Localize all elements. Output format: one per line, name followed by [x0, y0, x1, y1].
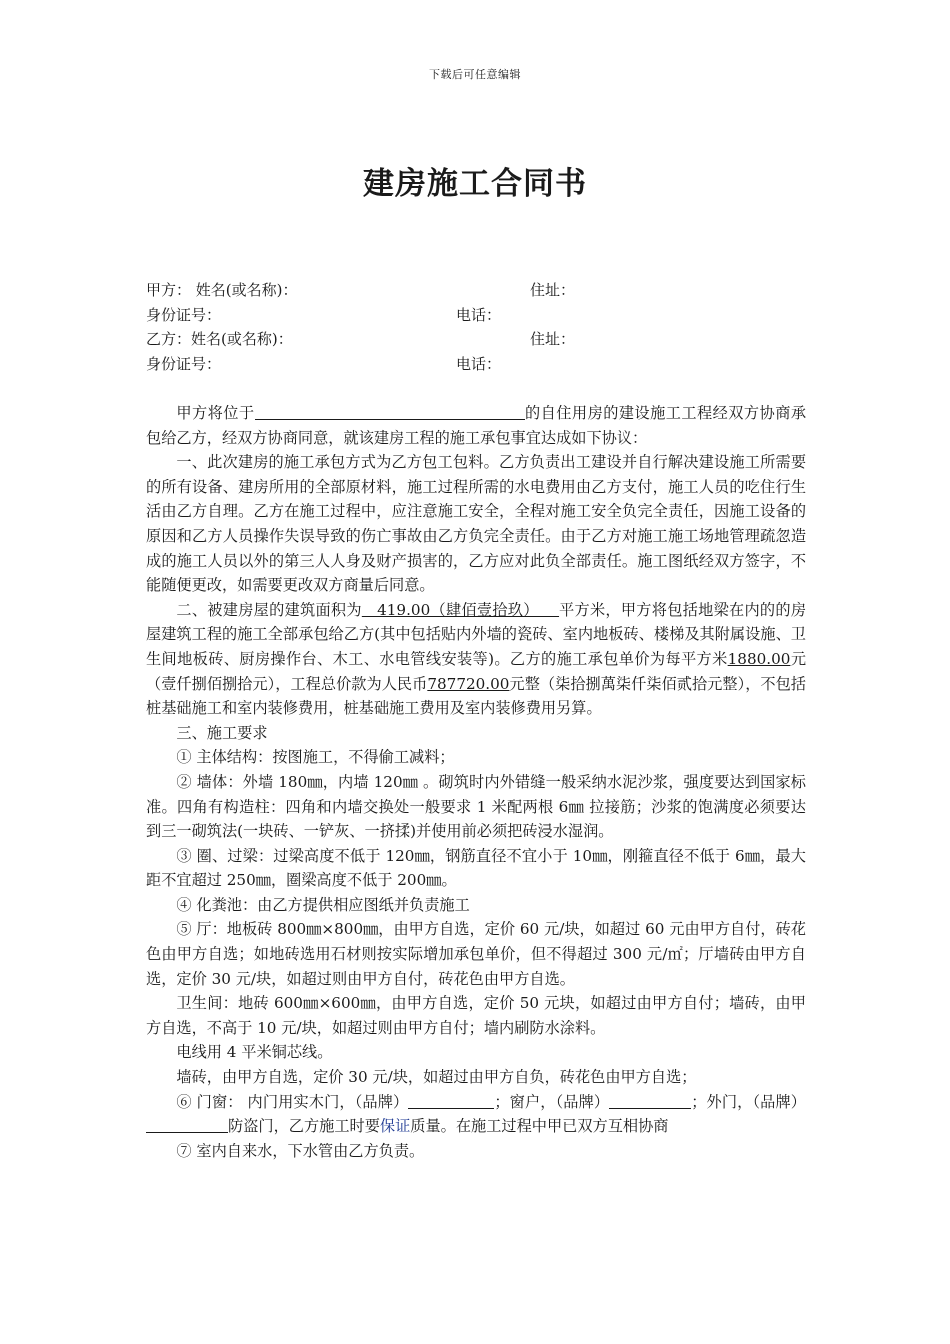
party-a-id-label: 身份证号：: [146, 305, 222, 324]
clause-2-text-d: 元整（柒拾捌萬柒仟柒佰贰拾元整），不包括桩基础施工和室内装修费用，桩基础施工费用及室内装修费用另算。: [146, 674, 806, 718]
party-a-address-label: 住址：: [530, 281, 576, 299]
requirement-6-text-c: ；外门，（品牌）: [691, 1092, 806, 1111]
header-note: 下载后可任意编辑: [429, 68, 521, 81]
party-b-name-row: [146, 327, 806, 352]
requirement-6-text-e: 质量。在施工过程中甲已双方互相协商: [410, 1117, 669, 1136]
requirement-6-text-a: ⑥ 门窗： 内门用实木门，（品牌）: [176, 1092, 409, 1111]
requirement-5-bathroom: 卫生间：地砖 600㎜×600㎜，由甲方自选，定价 50 元块，如超过由甲方自付；墙砖，由甲方自选，不高于 10 元/块，如超过则由甲方自付；墙内刷防水涂料。: [146, 994, 806, 1037]
location-blank: [255, 404, 525, 420]
party-b-name-label: 乙方：姓名(或名称)：: [146, 330, 293, 349]
requirement-6: [146, 1090, 806, 1139]
party-a-name-label: 甲方： 姓名(或名称)：: [146, 281, 298, 299]
parties-block: [146, 278, 806, 376]
party-a-name-row: [146, 278, 806, 303]
clause-3-title: 三、施工要求: [176, 723, 268, 742]
requirement-2: ② 墙体：外墙 180㎜，内墙 120㎜ 。砌筑时内外错缝一般采纳水泥沙浆，强度要达到国家标准。四角有构造柱：四角和内墙交换处一般要求 1 米配两根 6㎜ 拉接筋；沙浆的饱满度必须要达到三一砌筑法(一块砖、一铲灰、一挤揉)并使用前必须把砖浸水湿润。: [146, 772, 806, 841]
requirement-3: ③ 圈、过梁：过梁高度不低于 120㎜，钢筋直径不宜小于 10㎜，刚箍直径不低于 6㎜，最大距不宜超过 250㎜，圈梁高度不低于 200㎜。: [146, 846, 806, 890]
intro-text-b: 的自住用房的建设施工工程经双方协商承包给乙方，经双方协商同意，就该建房工程的施工承包事宜达成如下协议：: [146, 404, 807, 447]
clause-2-text-c: 元（壹仟捌佰捌拾元），工程总价款为人民币: [146, 649, 807, 693]
requirement-6-text-b: ；窗户，（品牌）: [494, 1092, 610, 1111]
party-b-address-label: 住址：: [530, 330, 576, 349]
requirement-5-wiring: 电线用 4 平米铜芯线。: [176, 1043, 333, 1062]
building-area-value: 419.00（肆佰壹拾玖）: [361, 600, 560, 619]
total-price-value: 787720.00: [427, 674, 510, 693]
clause-2: [146, 598, 806, 721]
party-b-id-label: 身份证号：: [146, 354, 222, 373]
intro-text-a: 甲方将位于: [176, 404, 255, 422]
clause-2-text-b: 平方米，甲方将包括地梁在内的的房屋建筑工程的施工全部承包给乙方(其中包括贴内外墙的瓷砖、室内地板砖、楼梯及其附属设施、卫生间地板砖、厨房操作台、木工、水电管线安装等)。乙方的施工承包单价为每平方米: [146, 600, 807, 668]
party-a-id-row: [146, 303, 806, 328]
document-title: 建房施工合同书: [363, 166, 587, 202]
requirement-4: ④ 化粪池：由乙方提供相应图纸并负责施工: [176, 895, 470, 914]
intro-paragraph: [146, 401, 806, 450]
requirement-6-text-d: 防盗门，乙方施工时要: [228, 1117, 380, 1136]
requirement-7: ⑦ 室内自来水，下水管由乙方负责。: [176, 1141, 425, 1160]
party-b-id-row: [146, 352, 806, 377]
party-b-phone-label: 电话：: [456, 354, 502, 373]
exterior-door-brand-blank: [146, 1117, 228, 1133]
clause-1: 一、此次建房的施工承包方式为乙方包工包料。乙方负责出工建设并自行解决建设施工所需要的所有设备、建房所用的全部原材料，施工过程所需的水电费用由乙方支付，施工人员的吃住行生活由乙方自理。乙方在施工过程中，应注意施工安全，全程对施工安全负完全责任，因施工设备的原因和乙方人员操作失误导致的伤亡事故由乙方负完全责任。由于乙方对施工施工场地管理疏忽造成的施工人员以外的第三人人身及财产损害的，乙方应对此负全部责任。施工图纸经双方签字，不能随便更改，如需要更改双方商量后同意。: [146, 453, 806, 595]
party-a-phone-label: 电话：: [456, 305, 502, 324]
requirement-5: ⑤ 厅：地板砖 800㎜×800㎜，由甲方自选，定价 60 元/块，如超过 60 元由甲方自付，砖花色由甲方自选；如地砖选用石材则按实际增加承包单价，但不得超过 300 元/㎡；厅墙砖由甲方自选，定价 30 元/块，如超过则由甲方自付，砖花色由甲方自选。: [146, 920, 806, 988]
clause-2-text-a: 二、被建房屋的建筑面积为: [176, 600, 362, 619]
interior-door-brand-blank: [408, 1092, 494, 1108]
unit-price-value: 1880.00: [727, 649, 791, 668]
guarantee-link[interactable]: 保证: [379, 1117, 411, 1136]
contract-body: [146, 401, 806, 1163]
window-brand-blank: [609, 1092, 691, 1108]
requirement-1: ① 主体结构：按图施工，不得偷工减料；: [176, 748, 455, 767]
requirement-5-wall-tiles: 墙砖，由甲方自选，定价 30 元/块，如超过由甲方自负，砖花色由甲方自选；: [176, 1068, 697, 1087]
